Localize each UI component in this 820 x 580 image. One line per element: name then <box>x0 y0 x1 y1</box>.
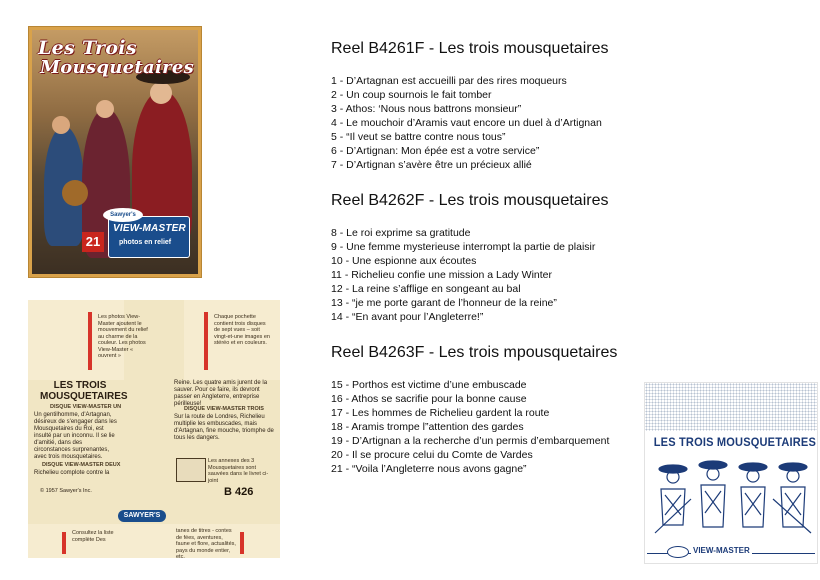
scene-item: 6 - D’Artignan: Mon épée est a votre service” <box>331 145 540 157</box>
reel-count-badge: 21 <box>82 232 104 252</box>
scene-item: 14 - “En avant pour l’Angleterre!” <box>331 311 484 323</box>
back-cover-title: LES TROIS MOUSQUETAIRES <box>40 380 128 402</box>
scene-item: 17 - Les hommes de Richelieu gardent la route <box>331 407 550 419</box>
scene-item: 2 - Un coup sournois le fait tomber <box>331 89 492 101</box>
envelope-viewmaster-bar <box>645 543 817 563</box>
scene-item: 7 - D’Artignan s’avère être un précieux allié <box>331 159 532 171</box>
envelope-title: LES TROIS MOUSQUETAIRES <box>653 435 817 449</box>
viewer-photo <box>176 458 206 482</box>
front-title-line1: Les Trois <box>38 37 137 59</box>
red-stripe-left <box>88 312 92 370</box>
badge-tagline: photos en relief <box>119 239 172 246</box>
scene-item: 15 - Porthos est victime d’une embuscade <box>331 379 527 391</box>
sawyers-logo: SAWYER'S <box>118 510 166 522</box>
back-cover-image <box>28 300 280 558</box>
reel-title: Reel B4262F - Les trois mousquetaires <box>331 192 609 209</box>
scene-item: 1 - D’Artagnan est accueilli par des rires moqueurs <box>331 75 567 87</box>
scene-item: 20 - Il se procure celui du Comte de Vardes <box>331 449 533 461</box>
figure-face-2 <box>96 100 114 118</box>
back-viewer-note: Les annexes des 3 Mousquetaires sont sauvées dans le livret ci-joint <box>208 458 269 484</box>
back-disc2-text-cont: Reine. Les quatre amis jurent de la sauver. Pour ce faire, ils devront passer en Angleterre, entreprise périlleuse! <box>174 380 268 407</box>
scene-item: 13 - “je me porte garant de l’honneur de la reine” <box>331 297 557 309</box>
reel-section-1 <box>331 40 691 172</box>
scene-item: 9 - Une femme mysterieuse interrompt la partie de plaisir <box>331 241 596 253</box>
reel-envelope-image <box>644 382 818 564</box>
scene-item: 10 - Une espionne aux écoutes <box>331 255 477 267</box>
red-stripe-right <box>204 312 208 370</box>
back-disc1-heading: DISQUE VIEW-MASTER UN <box>50 404 122 410</box>
reel-section-2 <box>331 192 691 324</box>
scene-item: 16 - Athos se sacrifie pour la bonne cause <box>331 393 527 405</box>
front-cover-scene <box>32 30 198 274</box>
reel-title: Reel B4263F - Les trois mpousquetaires <box>331 344 618 361</box>
back-note-left: Les photos View-Master ajoutent le mouvement du relief au charme de la couleur. Les photos View-Master « ouvrent » <box>98 314 148 359</box>
scene-item: 21 - “Voila l’Angleterre nous avons gagne” <box>331 463 527 475</box>
scene-item: 18 - Aramis trompe l”attention des gardes <box>331 421 524 433</box>
scene-list <box>331 378 691 476</box>
musketeers-illustration <box>651 455 813 535</box>
envelope-oval-logo <box>667 546 689 558</box>
scene-item: 5 - “Il veut se battre contre nous tous” <box>331 131 506 143</box>
scene-item: 3 - Athos: ‘Nous nous battrons monsieur” <box>331 103 522 115</box>
back-bottom-right-text: tanes de titres - contes de fées, aventures, faune et flore, actualités, pays du monde entier, etc. <box>176 528 236 558</box>
front-cover-image <box>28 26 202 278</box>
viewmaster-logo: VIEW-MASTER <box>113 223 186 234</box>
back-note-right: Chaque pochette contient trois disques de sept vues – soit vingt-et-une images en stéréo et en couleurs. <box>214 314 270 346</box>
copyright-text: © 1957 Sawyer's Inc. <box>40 488 92 494</box>
back-bottom-left-text: Consultez la liste complète Des <box>72 530 114 543</box>
scene-item: 19 - D’Artignan a la recherche d’un permis d’embarquement <box>331 435 610 447</box>
front-cover-title <box>38 38 198 78</box>
figure-shield <box>62 180 88 206</box>
back-disc2-text: Richelieu complote contre la <box>34 470 110 476</box>
reel-title: Reel B4261F - Les trois mousquetaires <box>331 40 609 57</box>
back-disc3-text: Sur la route de Londres, Richelieu multiplie les embuscades, mais d'Artagnan, fine mouche, triomphe de tous les dangers. <box>174 414 274 441</box>
scene-list <box>331 226 691 324</box>
sawyers-oval-logo: Sawyer's <box>103 208 143 222</box>
envelope-viewmaster-logo: VIEW-MASTER <box>693 546 750 555</box>
back-disc2-heading: DISQUE VIEW-MASTER DEUX <box>42 462 121 468</box>
scene-item: 12 - La reine s’afflige en songeant au bal <box>331 283 521 295</box>
reel-section-3 <box>331 344 691 476</box>
scene-item: 11 - Richelieu confie une mission a Lady Winter <box>331 269 552 281</box>
envelope-dot-pattern <box>645 383 817 431</box>
red-stripe-bottom-left <box>62 532 66 554</box>
scene-list <box>331 74 691 172</box>
packet-code: B 426 <box>224 486 254 498</box>
red-stripe-bottom-right <box>240 532 244 554</box>
back-disc3-heading: DISQUE VIEW-MASTER TROIS <box>184 406 264 412</box>
back-disc1-text: Un gentilhomme, d'Artagnan, désireux de s'engager dans les Mousquetaires du Roi, est insulté par un inconnu. Il se lie d'amitié, dans des circonstances surprenantes, avec trois mousquetaires. <box>34 412 117 460</box>
scene-item: 4 - Le mouchoir d’Aramis vaut encore un duel à d’Artignan <box>331 117 602 129</box>
figure-face-1 <box>52 116 70 134</box>
front-title-line2: Mousquetaires <box>40 57 195 78</box>
viewmaster-badge <box>108 212 190 258</box>
scene-item: 8 - Le roi exprime sa gratitude <box>331 227 471 239</box>
figure-face-3 <box>150 82 172 104</box>
